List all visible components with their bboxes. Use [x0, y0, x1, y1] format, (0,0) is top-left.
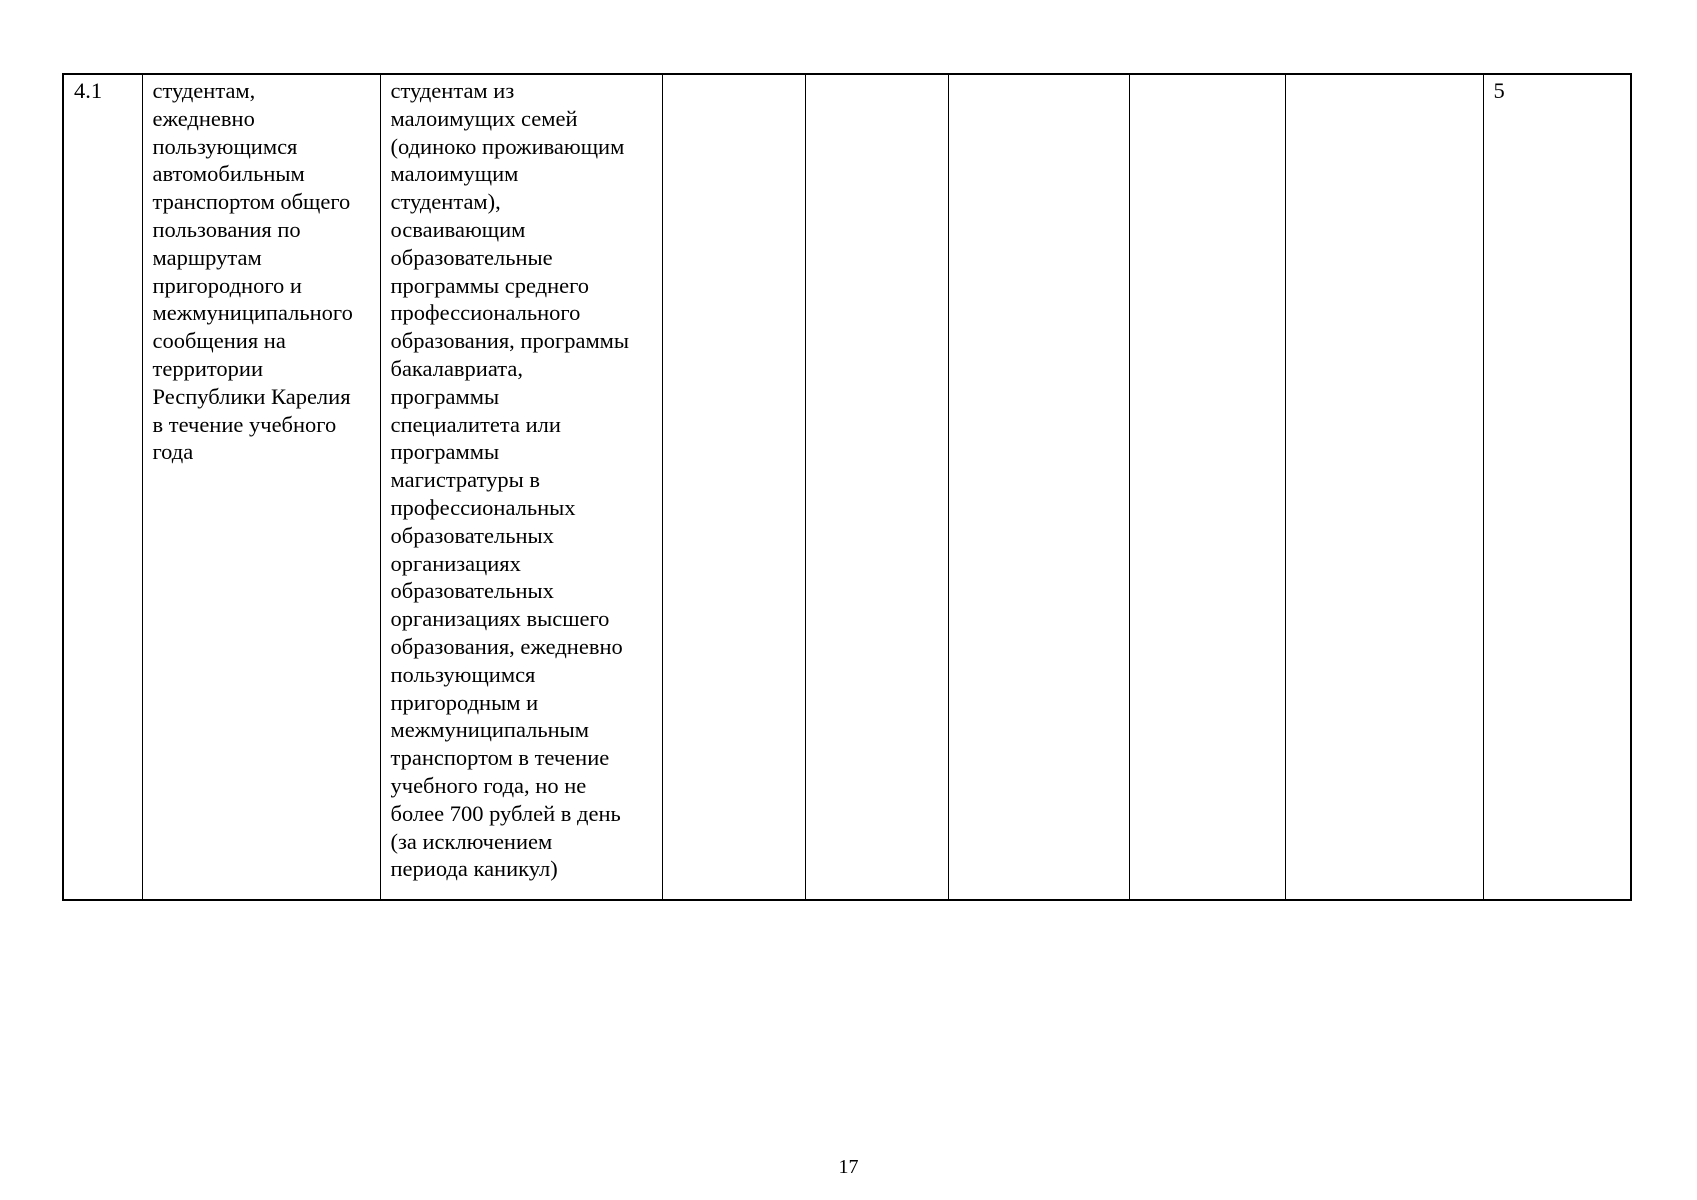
description-text: студентам из малоимущих семей (одиноко проживающим малоимущим студентам), осваивающим образовательные программы среднего профессионального образования, программы бакалавриата, программы специалитета или программы магистратуры в профессиональных образовательных организациях образовательных организациях высшего образования, ежедневно пользующимся пригородным и межмуниципальным транспортом в течение учебного года, но не более 700 рублей в день (за исключением периода каникул): [390, 78, 630, 882]
table-row: [63, 74, 1631, 900]
description-cell: [380, 74, 662, 900]
row-number: 4.1: [74, 78, 103, 103]
recipient-text: студентам, ежедневно пользующимся автомобильным транспортом общего пользования по маршрутам пригородного и межмуниципального сообщения на территории Республики Карелия в течение учебного года: [152, 78, 353, 465]
empty-cell-7: [1129, 74, 1285, 900]
row-number-cell: [63, 74, 142, 900]
empty-cell-6: [948, 74, 1129, 900]
empty-cell-4: [662, 74, 805, 900]
recipient-cell: [142, 74, 380, 900]
empty-cell-8: [1285, 74, 1483, 900]
document-table: [62, 73, 1632, 901]
value-text: 5: [1493, 78, 1505, 103]
value-cell: [1483, 74, 1631, 900]
empty-cell-5: [805, 74, 948, 900]
page-number: 17: [838, 1156, 859, 1178]
